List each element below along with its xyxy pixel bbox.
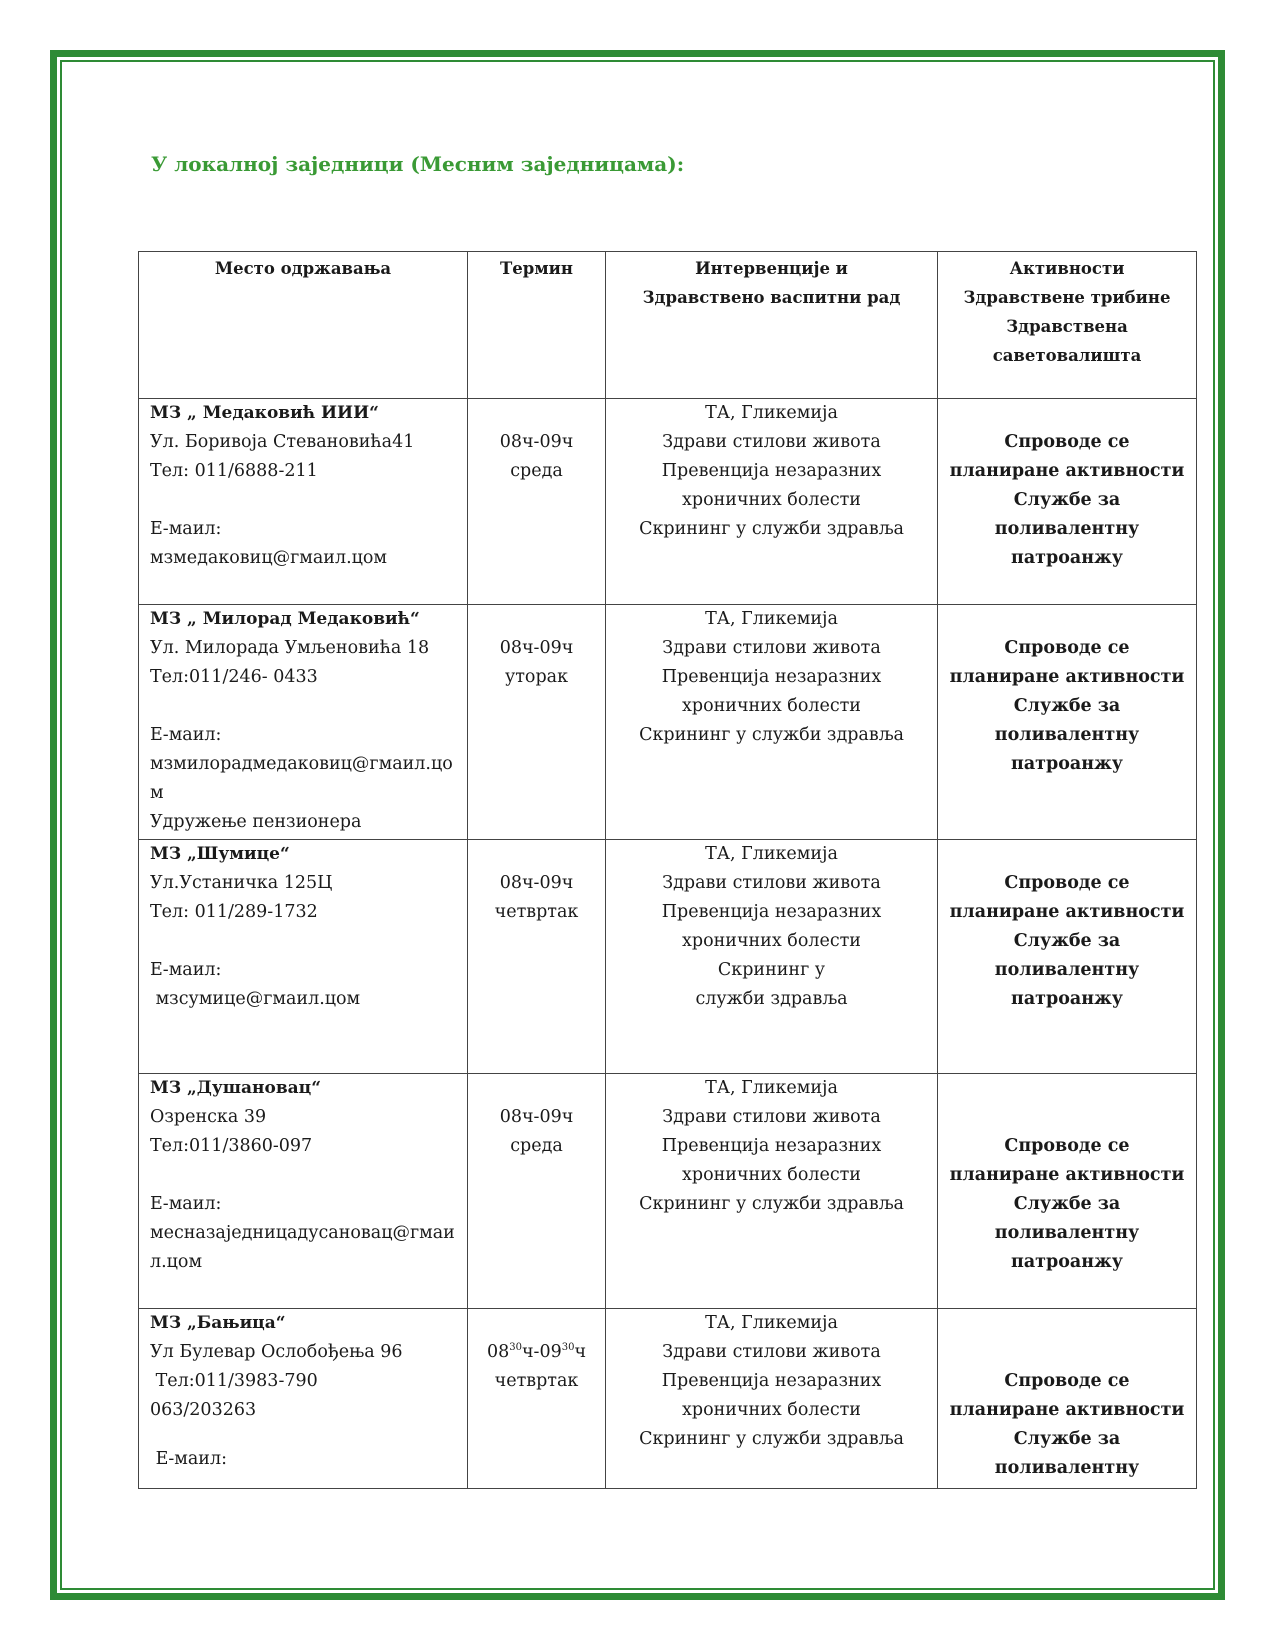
table-row — [139, 840, 1197, 1074]
place-address: Озренска 39 — [150, 1107, 267, 1127]
activities-cell: Спроводе се планиране активности Службе за поливалентну патроанжу — [938, 605, 1197, 840]
place-note: Удружење пензионера — [150, 812, 362, 832]
interventions-cell: ТА, Гликемија Здрави стилови живота Превенција незаразних хроничних болести Скрининг у служби здравља — [606, 605, 938, 840]
email-address: мзмилорадмедаковиц@гмаил.цом — [150, 754, 453, 803]
place-address: Ул Булевар Ослобођења 96 — [150, 1342, 403, 1362]
place-phone: Тел: 011/289-1732 — [150, 902, 318, 922]
email-label: Е-маил: — [150, 725, 222, 745]
email-label: Е-маил: — [150, 960, 222, 980]
place-phone: Тел:011/3860-097 — [150, 1136, 313, 1156]
term-day: среда — [510, 1136, 563, 1156]
place-cell — [139, 399, 468, 605]
header-term: Термин — [468, 252, 606, 399]
place-name: МЗ „ Милорад Медаковић“ — [150, 609, 420, 629]
section-heading: У локалној заједници (Месним заједницама): — [151, 152, 685, 176]
header-place: Место одржавања — [139, 252, 468, 399]
email-address: мзмедаковиц@гмаил.цом — [150, 548, 388, 568]
activities-cell: Спроводе се планиране активности Службе за поливалентну патроанжу — [938, 1074, 1197, 1309]
place-phone: Тел:011/3983-790 — [150, 1371, 318, 1391]
place-address: Ул. Боривоја Стевановића41 — [150, 432, 415, 452]
email-address: месназаједницадусановац@гмаил.цом — [150, 1223, 455, 1272]
table-row — [139, 1074, 1197, 1309]
header-interventions: Интервенције и Здравствено васпитни рад — [606, 252, 938, 399]
term-time: 08ч-09ч — [499, 638, 574, 658]
place-phone: Тел: 011/6888-211 — [150, 461, 318, 481]
place-name: МЗ „Душановац“ — [150, 1078, 322, 1098]
term-time: $08^{30}ч-09^{30}ч$ — [486, 1342, 587, 1362]
place-cell — [139, 1309, 468, 1489]
term-time: 08ч-09ч — [499, 432, 574, 452]
activities-cell: Спроводе се планиране активности Службе за поливалентну патроанжу — [938, 840, 1197, 1074]
email-label: Е-маил: — [150, 519, 222, 539]
activities-cell: Спроводе се планиране активности Службе за поливалентну патроанжу — [938, 399, 1197, 605]
term-cell — [468, 840, 606, 1074]
email-label: Е-маил: — [150, 1194, 222, 1214]
place-phone-mobile: 063/203263 — [150, 1400, 257, 1420]
place-cell — [139, 1074, 468, 1309]
header-activities: Активности Здравствене трибине Здравствена саветовалишта — [938, 252, 1197, 399]
place-name: МЗ „ Медаковић ИИИ“ — [150, 403, 379, 423]
interventions-cell: ТА, Гликемија Здрави стилови живота Превенција незаразних хроничних болести Скрининг у служби здравља — [606, 1074, 938, 1309]
term-cell — [468, 399, 606, 605]
interventions-cell: ТА, Гликемија Здрави стилови живота Превенција незаразних хроничних болести Скрининг у служби здравља — [606, 1309, 938, 1489]
interventions-cell: ТА, Гликемија Здрави стилови живота Превенција незаразних хроничних болести Скрининг у служби здравља — [606, 840, 938, 1074]
term-time: 08ч-09ч — [499, 1107, 574, 1127]
term-cell — [468, 605, 606, 840]
table-row — [139, 1309, 1197, 1489]
email-address: мзсумице@гмаил.цом — [150, 989, 361, 1009]
interventions-cell: ТА, Гликемија Здрави стилови живота Превенција незаразних хроничних болести Скрининг у служби здравља — [606, 399, 938, 605]
table-row — [139, 399, 1197, 605]
term-time: 08ч-09ч — [499, 873, 574, 893]
place-phone: Тел:011/246- 0433 — [150, 667, 318, 687]
term-day: четвртак — [494, 1371, 579, 1391]
term-day: уторак — [504, 667, 569, 687]
schedule-table — [138, 251, 1197, 1489]
place-cell — [139, 605, 468, 840]
place-cell — [139, 840, 468, 1074]
term-day: четвртак — [494, 902, 579, 922]
table-header-row — [139, 252, 1197, 399]
term-cell — [468, 1309, 606, 1489]
place-address: Ул. Милорада Умљеновића 18 — [150, 638, 430, 658]
table-row — [139, 605, 1197, 840]
place-address: Ул.Устаничка 125Ц — [150, 873, 333, 893]
activities-cell: Спроводе се планиране активности Службе за поливалентну — [938, 1309, 1197, 1489]
place-name: МЗ „Шумице“ — [150, 844, 290, 864]
place-name: МЗ „Бањица“ — [150, 1313, 286, 1333]
term-day: среда — [510, 461, 563, 481]
email-label: Е-маил: — [150, 1449, 227, 1469]
term-cell — [468, 1074, 606, 1309]
